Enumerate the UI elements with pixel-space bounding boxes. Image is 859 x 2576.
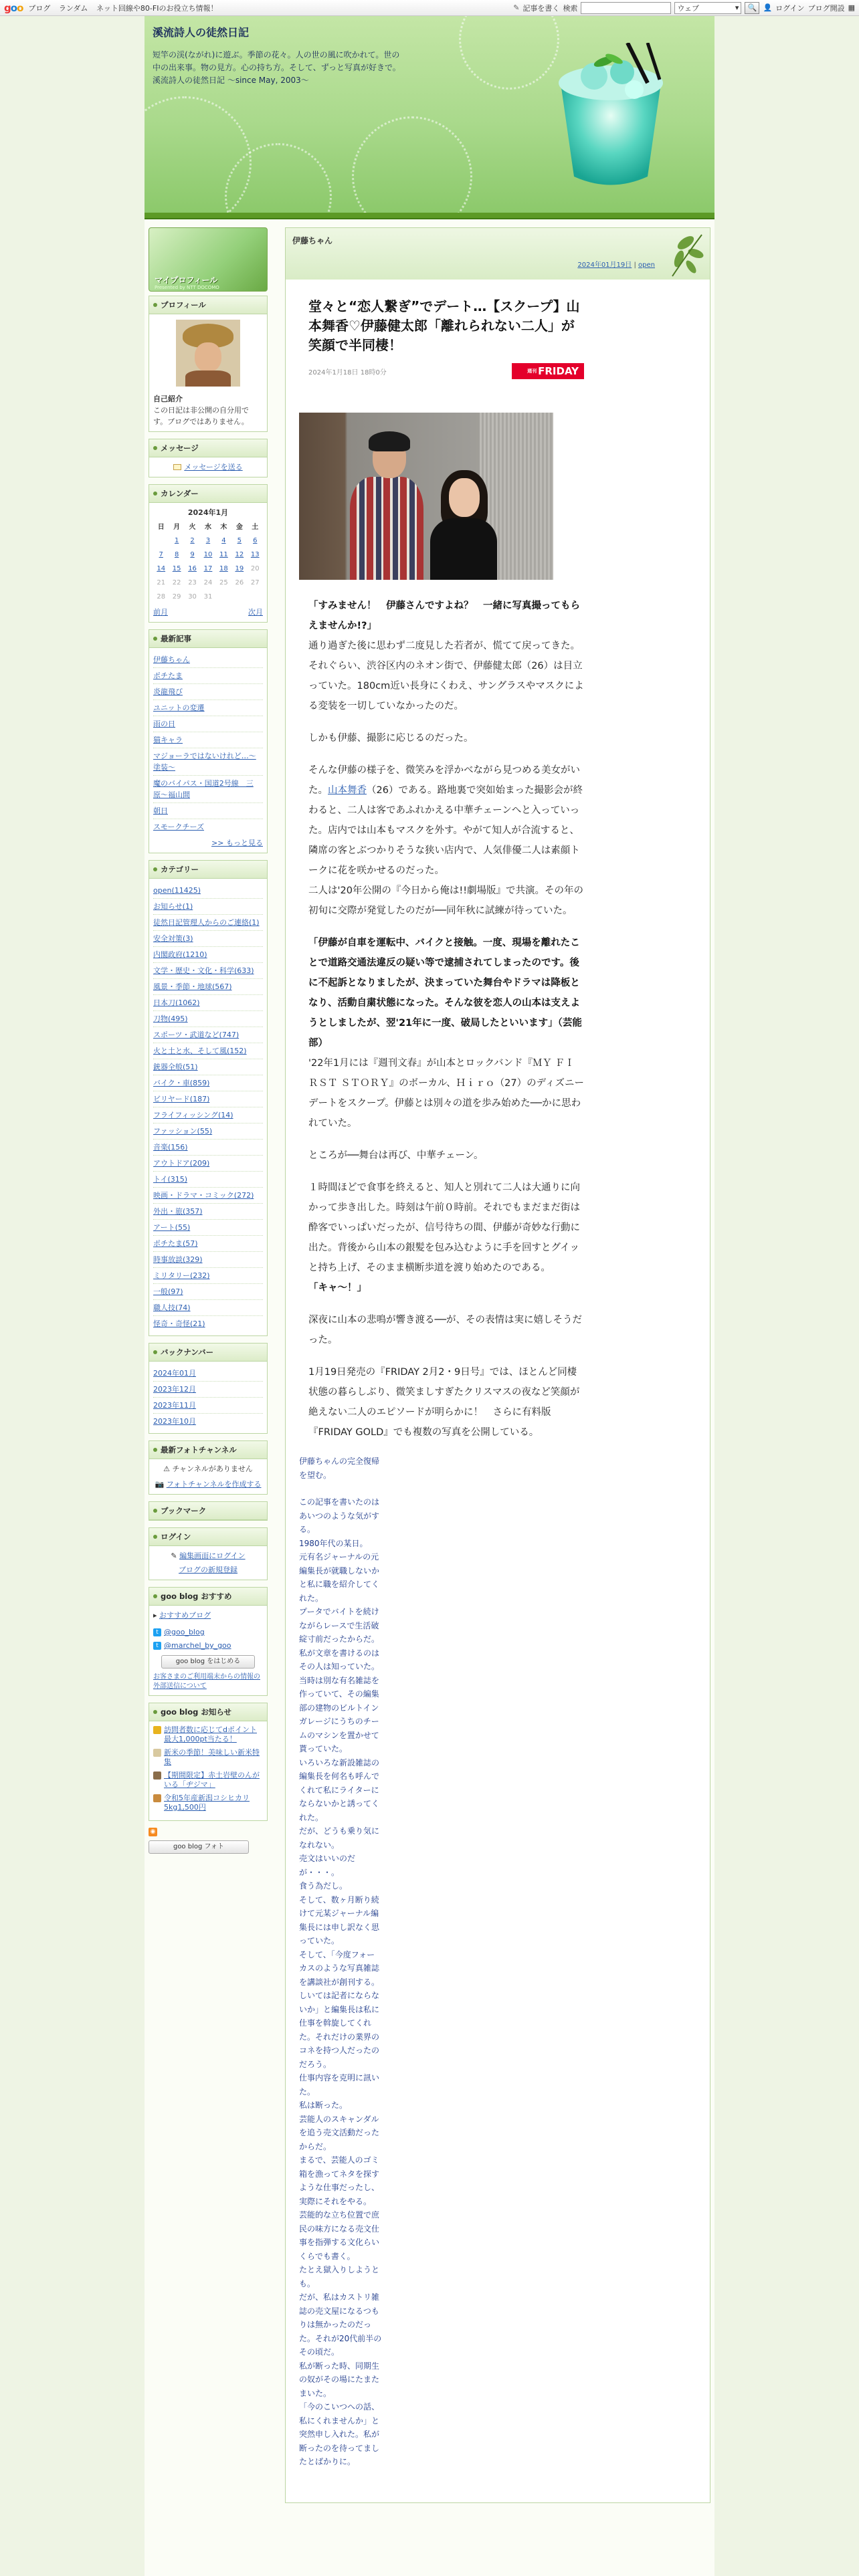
pencil-icon: ✎ [171, 1551, 180, 1560]
author-commentary [299, 1455, 382, 2469]
more-posts-link[interactable]: >> もっと見る [211, 839, 263, 847]
backnumber-link[interactable]: 2024年01月 [153, 1369, 196, 1378]
main-content [285, 227, 710, 2503]
category-item[interactable] [153, 1156, 263, 1172]
bullet-icon [153, 1535, 157, 1539]
calendar-day-link[interactable]: 7 [159, 551, 163, 558]
backnumber-item[interactable] [153, 1382, 263, 1398]
send-message-link[interactable]: メッセージを送る [184, 463, 243, 471]
melon-soda-glass-image [547, 43, 674, 197]
twitter-marchel-link[interactable]: @marchel_by_goo [164, 1641, 231, 1650]
man-figure [350, 477, 423, 580]
quote-bold: 「すみません！ 伊藤さんですよね？ 一緒に写真撮ってもらえませんか!?」 [308, 601, 580, 631]
login-link[interactable]: ログイン [775, 3, 805, 13]
pencil-icon: ✎ [513, 3, 520, 12]
calendar-day [216, 548, 231, 562]
calendar-day-link[interactable]: 8 [174, 551, 179, 558]
intro-label: 自己紹介 [153, 395, 183, 403]
twitter-icon: t [153, 1628, 161, 1636]
recent-post-item[interactable] [153, 803, 263, 819]
category-link[interactable]: バイク・車(859) [153, 1079, 210, 1087]
category-link[interactable]: 一般(97) [153, 1287, 183, 1296]
category-item[interactable] [153, 1107, 263, 1123]
calendar-day-link[interactable]: 13 [250, 551, 260, 558]
bullet-icon [153, 446, 157, 450]
no-channel-label: チャンネルがありません [172, 1465, 253, 1473]
category-link[interactable]: open(11425) [153, 886, 201, 895]
article-paragraph [308, 933, 584, 1134]
recent-post-link[interactable]: 炎龍飛び [153, 687, 183, 696]
leaf-ornament-icon [659, 229, 706, 279]
new-blog-link[interactable]: ブログの新規登録 [179, 1566, 237, 1574]
calendar-day: 31 [203, 593, 213, 601]
recent-heading: 最新記事 [161, 634, 191, 643]
category-item[interactable] [153, 1204, 263, 1220]
calendar-day: 25 [219, 579, 228, 586]
write-post-link[interactable]: 記事を書く [522, 3, 560, 13]
bullet-icon [153, 1509, 157, 1513]
calendar-day: 22 [172, 579, 181, 586]
calendar-day [216, 562, 231, 576]
backnumber-link[interactable]: 2023年11月 [153, 1401, 196, 1410]
recent-post-item[interactable] [153, 700, 263, 716]
calendar-day-link[interactable]: 18 [219, 565, 228, 572]
category-item[interactable] [153, 963, 263, 979]
calendar-day [216, 590, 231, 604]
blog-header [145, 16, 714, 213]
calendar-table [153, 521, 263, 604]
quote-bold: 「伊藤が自車を運転中、バイクと接触。一度、現場を離れたことで道路交通法違反の疑い等で逮捕されてしまったのです。後に不起訴となりましたが、決まっていた舞台やドラマは降板となり、活動自粛状態になった。そんな彼を恋人の山本は支えようとしましたが、翌'21年に一度、破局したといいます」（芸能部） [308, 938, 582, 1049]
entry-category-title: 伊藤ちゃん [292, 236, 333, 245]
lace-ornament [352, 116, 472, 213]
article-paragraph: しかも伊藤、撮影に応じるのだった。 [308, 733, 474, 744]
entry-category-link[interactable]: open [638, 261, 655, 269]
weekday-label: 木 [220, 524, 227, 531]
bullet-icon [153, 1710, 157, 1714]
category-item[interactable] [153, 1123, 263, 1140]
commentary-paragraph: 伊藤ちゃんの完全復帰を望む。 [299, 1457, 380, 1480]
category-link[interactable]: トイ(315) [153, 1175, 188, 1184]
camera-icon: 📷 [155, 1480, 167, 1489]
header-stripe [145, 213, 714, 219]
photo-channel-box [149, 1440, 268, 1495]
friday-logo-small: 週刊 [527, 368, 537, 374]
category-link[interactable]: 怪奇・奇怪(21) [153, 1319, 205, 1328]
calendar-day [231, 590, 247, 604]
goo-toolbar [0, 0, 859, 16]
calendar-day: 29 [172, 593, 181, 601]
recent-post-item[interactable] [153, 819, 263, 835]
recommend-box [149, 1587, 268, 1696]
bullet-icon [153, 1448, 157, 1452]
calendar-day [200, 562, 215, 576]
commentary-paragraph: この記事を書いたのはあいつのような気がする。 1980年代の某日。 元有名ジャーナルの元編集長が就職しないかと私に職を紹介してくれた。 プータでバイトを続けながらレースで生活破綻寸前だったからだ。 私が文章を書けるのはその人は知っていた。当時は別な有名雑誌を作っていて、その編集部の建物のビルトインガレージにうちのチームのマシンを置かせて貰っていた。 いろいろな新設雑誌の編集長を何名も呼んでくれて私にライターにならないかと誘ってくれた。 だが、どうも乗り気になれない。 売文はいいのだが・・・。 食う為だし。 そして、数ヶ月断り続けて元某ジャーナル編集長には申し訳なく思っていた。 そして、「今度フォーカスのような写真雑誌を講談社が創刊する。しいては記者にならないか」と編集長は私に仕事を斡旋してくれた。それだけの業界のコネを持つ人だったのだろう。 仕事内容を克明に訊いた。 私は断った。 芸能人のスキャンダルを追う売文活動だったからだ。 まるで、芸能人のゴミ箱を漁ってネタを探すような仕事だったし、実際にそれをやる。 芸能的な立ち位置で庶民の味方になる売文仕事を指弾する文化らいくらでも書く。 たとえ獄入りしようとも。 だが、私はカストリ雑誌の売文屋になるつもりは無かったのだった。それが20代前半のその頃だ。 私が断った時、同期生の奴がその場にたまたまいた。 「今のこいつへの話、私にくれませんか」と突然申し入れた。私が断ったのを待ってましたとばかりに。 [299, 1497, 382, 2466]
calendar-day-link[interactable]: 19 [235, 565, 244, 572]
backnumber-link[interactable]: 2023年12月 [153, 1385, 196, 1394]
bullet-icon [153, 867, 157, 871]
separator: | [634, 261, 639, 269]
category-item[interactable] [153, 1188, 263, 1204]
categories-heading: カテゴリー [161, 865, 199, 874]
calendar-day [248, 590, 263, 604]
cap-shape [369, 431, 410, 451]
recent-post-item[interactable] [153, 684, 263, 700]
weekday-label: 月 [173, 524, 181, 531]
lace-ornament [459, 16, 559, 90]
category-item[interactable] [153, 1300, 263, 1316]
calendar-next-link[interactable]: 次月 [248, 608, 263, 617]
backnumber-box [149, 1343, 268, 1434]
twitter-icon: t [153, 1642, 161, 1650]
calendar-day [248, 548, 263, 562]
search-input[interactable] [581, 2, 671, 14]
entry-date [577, 259, 655, 269]
recommend-heading: goo blog おすすめ [161, 1592, 232, 1601]
quote-bold: 「キャ〜！」 [308, 1283, 367, 1293]
woman-face [449, 478, 480, 517]
recent-post-link[interactable]: 魔のバイパス・国道2号線 三原〜福山間 [153, 779, 254, 799]
twitter-goo-link[interactable]: @goo_blog [164, 1628, 205, 1636]
calendar-day-link[interactable]: 3 [205, 537, 211, 544]
calendar-day-link[interactable]: 14 [157, 565, 166, 572]
woman-figure [430, 518, 497, 580]
search-button[interactable]: 🔍 [745, 2, 759, 14]
arrow-icon: ▸ [153, 1611, 160, 1620]
paragraph-text: '22年1月には『週刊文春』が山本とロックバンド『ＭＹ ＦＩＲＳＴ ＳＴＯＲＹ』のボーカル、Ｈｉｒｏ（27）のディズニーデートをスクープ。伊藤とは別々の道を歩み始めた──かに思われていた。 [308, 1058, 584, 1129]
backnumber-item[interactable] [153, 1398, 263, 1414]
category-item[interactable] [153, 1011, 263, 1027]
paragraph-text: 通り過ぎた後に思わず二度見した若者が、慌てて戻ってきた。それぐらい、渋谷区内のネオン街で、伊藤健太郎（26）は目立っていた。180cm近い長身にくわえ、サングラスやマスクによる変装を一切していなかったのだ。 [308, 641, 584, 712]
photo-channel-heading: 最新フォトチャンネル [161, 1445, 237, 1455]
calendar-day [169, 534, 184, 548]
recent-post-item[interactable] [153, 732, 263, 748]
calendar-day: 26 [235, 579, 244, 586]
envelope-icon [173, 464, 181, 470]
calendar-day [185, 562, 200, 576]
recent-post-link[interactable]: 伊藤ちゃん [153, 655, 190, 664]
weekday-label: 火 [189, 524, 196, 531]
sidebar [145, 227, 272, 2503]
recent-post-link[interactable]: 雨の日 [153, 720, 175, 728]
goo-logo-o1: o [10, 1, 17, 14]
sidebar-banner[interactable] [149, 227, 268, 292]
category-link[interactable]: ポチたま(57) [153, 1239, 198, 1248]
search-scope-value: ウェブ [677, 3, 699, 13]
banner-subtitle: Presented by NTT DOCOMO [155, 285, 219, 290]
category-item[interactable] [153, 995, 263, 1011]
bookmark-heading: ブックマーク [161, 1506, 207, 1515]
calendar-day [185, 534, 200, 548]
backnumber-heading: バックナンバー [161, 1348, 214, 1357]
dpoint-icon [153, 1726, 161, 1734]
category-item[interactable] [153, 915, 263, 931]
article-card [299, 289, 593, 1442]
goo-logo-g: g [4, 1, 11, 14]
search-label: 検索 [563, 3, 578, 13]
calendar-day [153, 562, 169, 576]
category-item[interactable] [153, 1316, 263, 1331]
category-link[interactable]: アート(55) [153, 1223, 191, 1232]
bullet-icon [153, 1350, 157, 1354]
recent-posts-list [153, 652, 263, 835]
category-item[interactable] [153, 883, 263, 899]
blog-description: 短竿の渓(ながれ)に遊ぶ。季節の花々。人の世の風に吹かれて。世の中の出来事。物の見方。心の持ち方。そして、ずっと写真が好きで。 溪流詩人の徒然日記 〜since May, 2003〜 [153, 50, 401, 85]
article-title: 堂々と“恋人繋ぎ”でデート…【スクープ】山本舞香♡伊藤健太郎「離れられない二人」が笑顔で半同棲！ [308, 298, 580, 353]
calendar-day [200, 534, 215, 548]
calendar-day-link[interactable]: 2 [190, 537, 195, 544]
calendar-day: 23 [188, 579, 197, 586]
backnumber-item[interactable] [153, 1414, 263, 1429]
category-item[interactable] [153, 1284, 263, 1300]
calendar-day-link[interactable]: 16 [188, 565, 197, 572]
news-heading: goo blog お知らせ [161, 1707, 232, 1717]
category-link[interactable]: ミリタリー(232) [153, 1271, 210, 1280]
news-item-link[interactable]: 新米の季節！美味しい新米特集 [164, 1748, 260, 1766]
category-item[interactable] [153, 947, 263, 963]
rss-icon[interactable]: ◉ [149, 1828, 157, 1836]
category-link[interactable]: ビリヤード(187) [153, 1095, 210, 1103]
article-photo [299, 413, 553, 580]
calendar-day: 27 [250, 579, 260, 586]
article-paragraph [308, 760, 584, 881]
banner-title: マイプロフィール [155, 276, 218, 285]
category-link[interactable]: スポーツ・武道など(747) [153, 1031, 240, 1039]
calendar-day [248, 534, 263, 548]
entry-body [285, 280, 710, 2503]
bullet-icon [153, 637, 157, 641]
article-paragraph [308, 1178, 584, 1298]
calendar-day [169, 548, 184, 562]
edit-login-link[interactable]: 編集画面にログイン [179, 1551, 246, 1560]
calendar-day-link[interactable]: 9 [190, 551, 195, 558]
goo-logo-o2: o [17, 1, 23, 14]
article-paragraph: 二人は'20年公開の『今日から俺は!!劇場版』で共演。その年の初旬に交際が発覚したのだが──同年秋に試練が待っていた。 [308, 885, 584, 916]
nav-blog-link[interactable]: ブログ [28, 3, 51, 13]
backnumber-list [153, 1366, 263, 1429]
entry-date-link[interactable]: 2024年01月19日 [577, 261, 632, 269]
shirt-shape [185, 370, 231, 387]
no-channel-text [153, 1463, 263, 1475]
recent-post-item[interactable] [153, 668, 263, 684]
category-link[interactable]: 文学・歴史・文化・科学(633) [153, 966, 254, 975]
calendar-day: 30 [188, 593, 197, 601]
calendar-day-link[interactable]: 1 [174, 537, 179, 544]
category-item[interactable] [153, 931, 263, 947]
calendar-day [169, 562, 184, 576]
calendar-day [185, 548, 200, 562]
friday-logo[interactable] [512, 363, 584, 379]
grid-menu-icon[interactable]: ▦ [848, 3, 855, 12]
face-shape [195, 342, 221, 372]
game-icon [153, 1772, 161, 1780]
category-link[interactable]: 内閣政府(1210) [153, 950, 207, 959]
calendar-day [153, 534, 169, 548]
category-link[interactable]: ファッション(55) [153, 1127, 213, 1136]
message-box [149, 439, 268, 477]
calendar-day-link[interactable]: 11 [219, 551, 228, 558]
calendar-day [231, 548, 247, 562]
avatar[interactable] [176, 320, 240, 387]
rice-bag-icon [153, 1794, 161, 1802]
category-link[interactable]: 安全対策(3) [153, 934, 193, 943]
category-item[interactable] [153, 1220, 263, 1236]
chevron-down-icon: ▾ [735, 3, 739, 12]
profile-heading [149, 296, 267, 314]
category-link[interactable]: 徒然日記管理人からのご連絡(1) [153, 918, 260, 927]
news-item[interactable] [153, 1748, 263, 1767]
recent-post-item[interactable] [153, 748, 263, 776]
top-nav [28, 3, 223, 13]
calendar-day [231, 562, 247, 576]
category-link[interactable]: 火と土と水、そして風(152) [153, 1047, 247, 1055]
category-item[interactable] [153, 1268, 263, 1284]
paragraph-text: （26）である。路地裏で突如始まった撮影会が終わると、二人は客であふれかえる中華チェーンへと入っていった。店内では山本もマスクを外す。やがて知人が合流すると、隣席の客とぶつかりそうな狭い店内で、人気俳優二人は素顔トークに花を咲かせるのだった。 [308, 785, 583, 876]
recent-post-link[interactable]: ユニットの変遷 [153, 704, 205, 712]
category-link[interactable]: フライフィッシング(14) [153, 1111, 233, 1119]
paragraph-text: そんな伊藤の様子を、微笑みを浮かべながら見つめる美女がいた。 [308, 765, 580, 796]
calendar-day-link[interactable]: 10 [203, 551, 213, 558]
category-link[interactable]: 映画・ドラマ・コミック(272) [153, 1191, 254, 1200]
category-link[interactable]: 日本刀(1062) [153, 998, 200, 1007]
category-link[interactable]: アウトドア(209) [153, 1159, 210, 1168]
info-icon: ⚠ [163, 1465, 173, 1473]
nav-random-link[interactable]: ランダム [58, 3, 88, 13]
register-link[interactable]: ブログ開設 [807, 3, 845, 13]
calendar-prev-link[interactable]: 前月 [153, 608, 168, 617]
weekday-label: 金 [235, 524, 243, 531]
news-item-link[interactable]: 【期間限定】赤土岩壁のんがいる「ヂジマ」 [164, 1771, 260, 1789]
calendar-day [200, 548, 215, 562]
recent-post-link[interactable]: 猫キャラ [153, 736, 183, 744]
category-item[interactable] [153, 1140, 263, 1156]
calendar-day-link[interactable]: 12 [235, 551, 244, 558]
data-notice-link[interactable]: お客さまのご利用端末からの情報の外部送信について [153, 1673, 260, 1690]
article-paragraph: 深夜に山本の悲鳴が響き渡る──が、その表情は実に嬉しそうだった。 [308, 1315, 582, 1346]
article-paragraph: 1月19日発売の『FRIDAY 2月2・9日号』では、ほとんど同棲状態の暮らしぶり、微笑ましすぎたクリスマスの夜など笑顔が絶えない二人のエピソードが明らかに！ さらに有料版『FRIDAY GOLD』でも複数の写真を公開している。 [308, 1367, 580, 1438]
category-link[interactable]: 風景・季節・地球(567) [153, 982, 232, 991]
category-link[interactable]: お知らせ(1) [153, 902, 193, 911]
friday-logo-text: FRIDAY [538, 365, 579, 377]
news-item-link[interactable]: 訪問者数に応じてdポイント最大1,000pt当たる！ [164, 1725, 257, 1743]
article-paragraph: ところが──舞台は再び、中華チェーン。 [308, 1150, 484, 1161]
bullet-icon [153, 492, 157, 496]
recent-post-link[interactable]: 朝日 [153, 807, 168, 815]
category-item[interactable] [153, 1236, 263, 1252]
recommend-link[interactable]: おすすめブログ [159, 1611, 211, 1620]
nav-promo-link[interactable]: ネット回線や80-FIのお役立ち情報！ [96, 3, 218, 13]
category-link[interactable]: 時事放談(329) [153, 1255, 203, 1264]
category-item[interactable] [153, 979, 263, 995]
login-box [149, 1527, 268, 1580]
calendar-box [149, 484, 268, 623]
person-link[interactable]: 山本舞香 [328, 785, 367, 796]
calendar-day [216, 534, 231, 548]
calendar-month: 2024年1月 [187, 508, 229, 517]
weekday-label: 水 [204, 524, 211, 531]
category-item[interactable] [153, 1059, 263, 1075]
login-heading: ログイン [161, 1532, 191, 1541]
category-link[interactable]: 外出・旅(357) [153, 1207, 203, 1216]
calendar-heading: カレンダー [161, 489, 199, 498]
category-item[interactable] [153, 1043, 263, 1059]
paragraph-text: １時間ほどで食事を終えると、知人と別れて二人は大通りに向かって歩き出した。時刻は午前０時前。それでもまだまだ街は酔客でいっぱいだったが、信号待ちの間、伊藤が奇妙な行動に出た。背後から山本の銀髪を包み込むように手を回すとグイッと持ち上げ、そのまま横断歩道を渡り始めたのである。 [308, 1182, 580, 1273]
category-item[interactable] [153, 1027, 263, 1043]
goo-blog-photo-button[interactable]: goo blog フォト [149, 1840, 249, 1854]
calendar-day [153, 548, 169, 562]
blog-page [145, 16, 714, 2576]
bullet-icon [153, 1594, 157, 1598]
category-link[interactable]: 職人技(74) [153, 1303, 191, 1312]
calendar-day: 24 [203, 579, 213, 586]
recent-post-link[interactable]: スモークチーズ [153, 823, 205, 831]
calendar-day: 28 [157, 593, 166, 601]
categories-list [153, 883, 263, 1331]
categories-box [149, 860, 268, 1336]
calendar-day: 21 [157, 579, 166, 586]
calendar-day-link[interactable]: 15 [172, 565, 181, 572]
article-text [299, 596, 593, 1442]
recent-post-link[interactable]: マジョーラではないけれど…〜塗装〜 [153, 752, 256, 772]
bookmark-box [149, 1501, 268, 1521]
recent-posts-box [149, 629, 268, 853]
article-meta-date: 2024年1月18日 18時0分 [308, 368, 387, 377]
recent-post-item[interactable] [153, 716, 263, 732]
backnumber-link[interactable]: 2023年10月 [153, 1417, 196, 1426]
weekday-label: 日 [157, 524, 165, 531]
goo-logo[interactable] [4, 2, 23, 14]
entry-header [285, 227, 710, 280]
category-link[interactable]: 音楽(156) [153, 1143, 188, 1152]
message-heading: メッセージ [161, 443, 199, 453]
news-item[interactable] [153, 1771, 263, 1790]
calendar-day-link[interactable]: 5 [237, 537, 242, 544]
news-item[interactable] [153, 1794, 263, 1812]
calendar-day-link[interactable]: 17 [203, 565, 213, 572]
category-link[interactable]: 銃器全般(51) [153, 1063, 198, 1071]
login-icon: 👤 [763, 3, 773, 12]
category-item[interactable] [153, 899, 263, 915]
category-link[interactable]: 刀物(495) [153, 1014, 188, 1023]
recent-post-link[interactable]: ポチたま [153, 671, 183, 680]
create-channel-link[interactable]: フォトチャンネルを作成する [166, 1480, 262, 1489]
rice-icon [153, 1749, 161, 1757]
intro-text: この日記は非公開の自分用です。ブログではありません。 [153, 406, 249, 426]
backnumber-item[interactable] [153, 1366, 263, 1382]
profile-box [149, 296, 268, 432]
recent-post-item[interactable] [153, 652, 263, 668]
calendar-day: 20 [250, 565, 260, 572]
news-item[interactable] [153, 1725, 263, 1744]
calendar-day-link[interactable]: 6 [253, 537, 258, 544]
category-item[interactable] [153, 1172, 263, 1188]
calendar-day [231, 534, 247, 548]
bullet-icon [153, 303, 157, 307]
weekday-label: 土 [252, 524, 259, 531]
article-paragraph [308, 596, 584, 716]
start-blog-button[interactable]: goo blog をはじめる [161, 1655, 255, 1669]
blog-title[interactable]: 溪流詩人の徒然日記 [153, 26, 250, 39]
category-item[interactable] [153, 1091, 263, 1107]
profile-heading-text: プロフィール [161, 300, 206, 310]
news-box [149, 1703, 268, 1821]
news-item-link[interactable]: 令和5年産新潟コシヒカリ5kg1,500円 [164, 1794, 250, 1812]
category-item[interactable] [153, 1075, 263, 1091]
category-item[interactable] [153, 1252, 263, 1268]
recent-post-item[interactable] [153, 776, 263, 803]
search-scope-select[interactable] [674, 2, 741, 14]
calendar-day-link[interactable]: 4 [221, 537, 226, 544]
